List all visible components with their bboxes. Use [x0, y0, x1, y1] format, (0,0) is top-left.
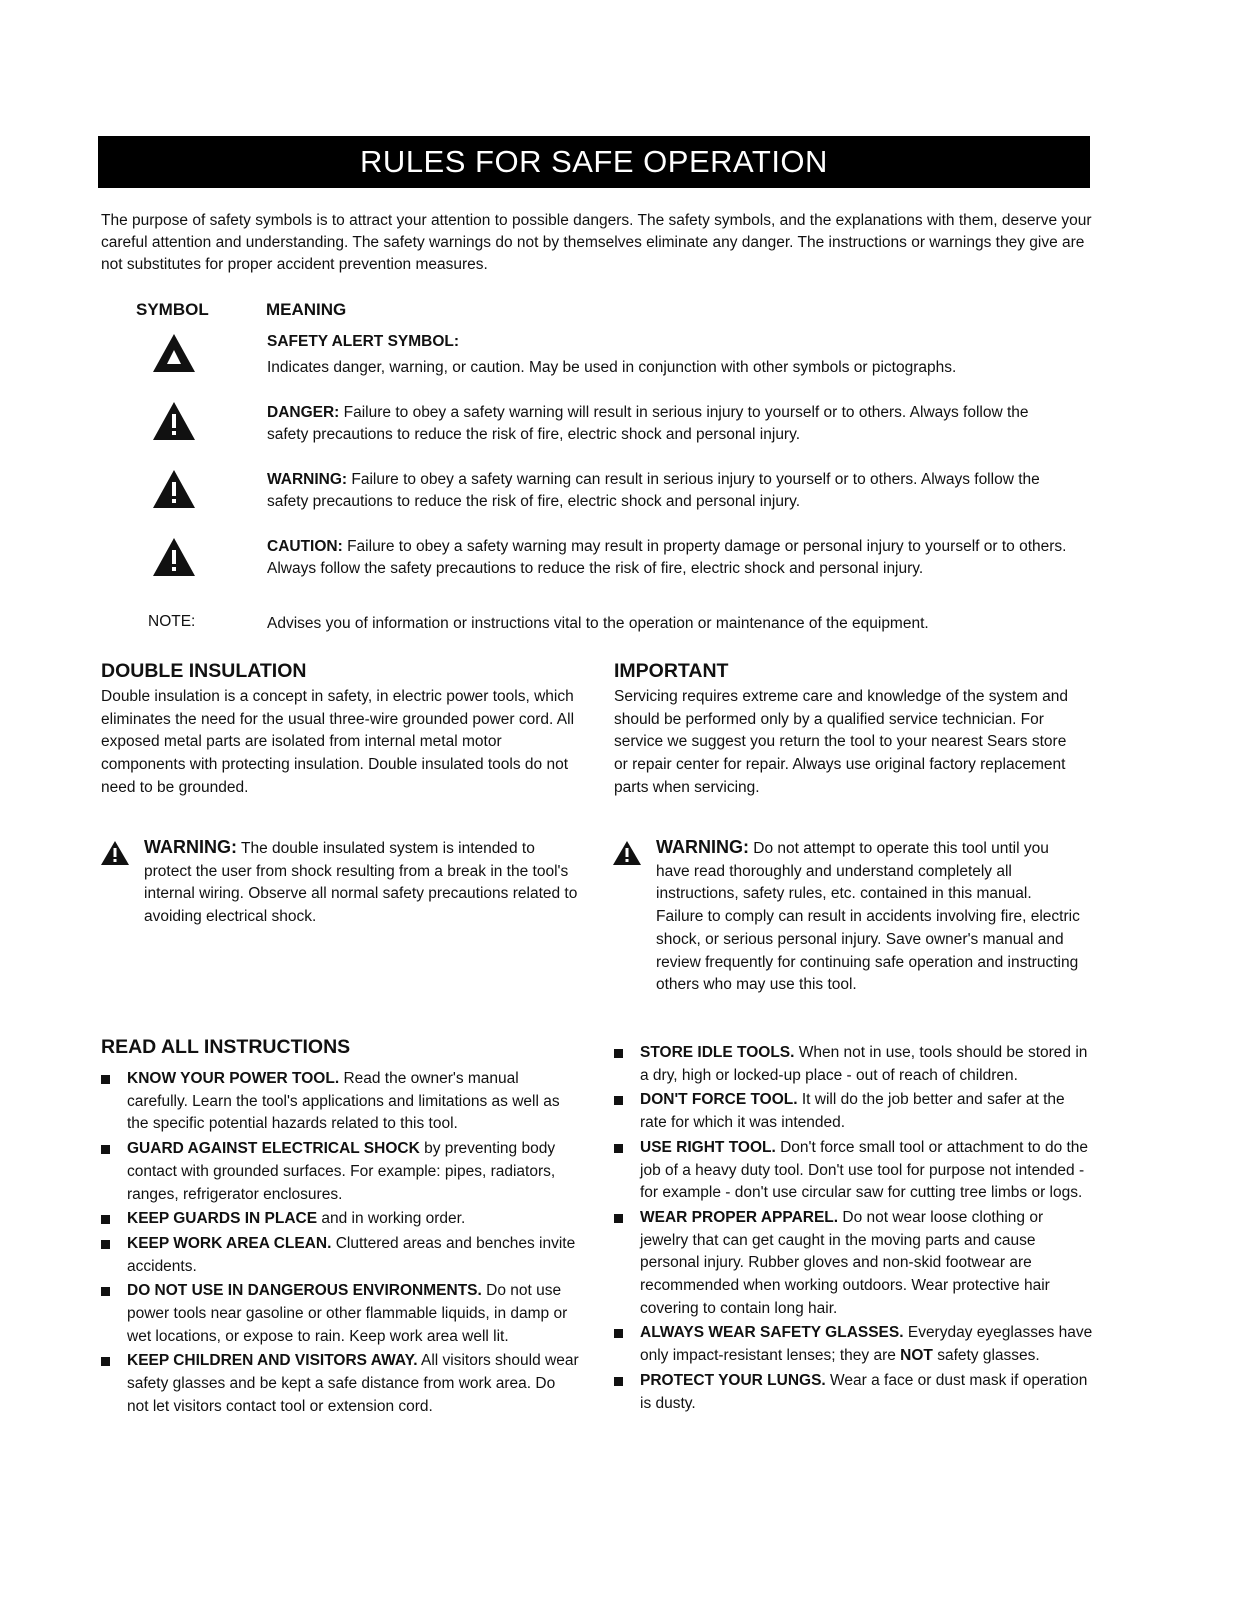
caution-label: CAUTION:	[267, 538, 343, 555]
page-title-banner: RULES FOR SAFE OPERATION	[98, 136, 1090, 188]
danger-label: DANGER:	[267, 404, 340, 421]
rule-text: All visitors should wear safety glasses and be kept a safe distance from work area. Do not let visitors contact tool or extension cord.	[127, 1352, 579, 1415]
bullet-square-icon	[101, 1240, 110, 1249]
double-insulation-heading: DOUBLE INSULATION	[101, 660, 307, 682]
warning-icon	[612, 840, 642, 866]
rule-text: Don't force small tool or attachment to do the job of a heavy duty tool. Don't use tool for purpose not intended - for example - don't use circular saw for cutting tree limbs or logs.	[640, 1138, 1089, 1202]
list-item	[101, 1280, 579, 1348]
rule-label: STORE IDLE TOOLS.	[640, 1044, 795, 1061]
list-item	[614, 1207, 1094, 1321]
warning-icon	[100, 840, 130, 866]
caution-text	[267, 536, 1067, 580]
bullet-square-icon	[614, 1049, 623, 1058]
bullet-square-icon	[614, 1377, 623, 1386]
rule-text: It will do the job better and safer at the rate for which it was intended.	[640, 1091, 1065, 1132]
list-item	[101, 1233, 579, 1278]
bullet-square-icon	[101, 1215, 110, 1224]
rule-text: and in working order.	[317, 1210, 466, 1228]
note-text: Advises you of information or instructions vital to the operation or maintenance of the equipment.	[267, 615, 929, 632]
intro-paragraph: The purpose of safety symbols is to attract your attention to possible dangers. The safety symbols, and the explanations with them, deserve your careful attention and understanding. The safety warnings do not by themselves eliminate any danger. The instructions or warnings they give are not substitutes for proper accident prevention measures.	[101, 212, 1092, 273]
bullet-square-icon	[101, 1357, 110, 1366]
warning-description: Do not attempt to operate this tool until you have read thoroughly and understand completely all instructions, safety rules, etc. contained in this manual. Failure to comply can result in accidents involving fire, electric shock, or serious personal injury. Save owner's manual and review frequently for continuing safe operation and instructing others who may use this tool.	[656, 840, 1080, 994]
rule-text: by preventing body contact with grounded surfaces. For example: pipes, radiators, ranges, refrigerator enclosures.	[127, 1140, 556, 1203]
read-all-instructions-heading: READ ALL INSTRUCTIONS	[101, 1036, 351, 1058]
rule-label: KEEP CHILDREN AND VISITORS AWAY.	[127, 1352, 418, 1370]
note-label: NOTE:	[148, 613, 196, 630]
bullet-square-icon	[101, 1287, 110, 1296]
rule-label: KNOW YOUR POWER TOOL.	[127, 1070, 340, 1087]
important-warning-text	[656, 836, 1082, 997]
rule-label: KEEP WORK AREA CLEAN.	[127, 1234, 332, 1252]
danger-text	[267, 402, 1067, 446]
meaning-column-header: MEANING	[266, 300, 347, 319]
caution-icon	[151, 536, 197, 578]
danger-description: Failure to obey a safety warning will result in serious injury to yourself or to others. Always follow the safety precautions to reduce the risk of fire, electric shock and personal injury.	[267, 404, 1029, 443]
rules-list-right	[614, 1042, 1094, 1417]
double-insulation-warning-text	[144, 836, 580, 929]
warning-label: WARNING:	[144, 837, 237, 857]
rule-label: GUARD AGAINST ELECTRICAL SHOCK	[127, 1140, 420, 1158]
rule-text: safety glasses.	[932, 1347, 1040, 1365]
rule-text: Read the owner's manual carefully. Learn the tool's applications and limitations as well as the specific potential hazards related to this tool.	[127, 1070, 560, 1133]
important-heading: IMPORTANT	[614, 660, 729, 682]
rule-label: KEEP GUARDS IN PLACE	[127, 1210, 318, 1228]
bullet-square-icon	[101, 1075, 110, 1084]
rule-label: DON'T FORCE TOOL.	[640, 1091, 798, 1109]
important-warning	[612, 836, 1082, 1020]
rule-label-emphasis: NOT	[900, 1347, 933, 1365]
list-item	[614, 1322, 1094, 1367]
list-item	[614, 1370, 1094, 1415]
danger-warning-icon	[151, 400, 197, 442]
rule-label: PROTECT YOUR LUNGS.	[640, 1371, 826, 1389]
bullet-square-icon	[101, 1145, 110, 1154]
rule-label: DO NOT USE IN DANGEROUS ENVIRONMENTS.	[127, 1282, 482, 1300]
rule-label: USE RIGHT TOOL.	[640, 1138, 776, 1156]
bullet-square-icon	[614, 1144, 623, 1153]
double-insulation-text: Double insulation is a concept in safety, in electric power tools, which eliminates the need for the usual three-wire grounded power cord. All exposed metal parts are isolated from internal metal motor components with protecting insulation. Double insulated tools do not need to be grounded.	[101, 688, 575, 796]
warning-label: WARNING:	[656, 837, 749, 857]
symbol-column-header: SYMBOL	[136, 300, 209, 319]
list-item	[101, 1138, 579, 1206]
list-item	[101, 1350, 579, 1418]
list-item	[614, 1137, 1094, 1205]
rule-text: Everyday eyeglasses have only impact-resistant lenses; they are	[640, 1324, 1093, 1365]
list-item	[101, 1208, 579, 1231]
warning-description: Failure to obey a safety warning can result in serious injury to yourself or to others. Always follow the safety precautions to reduce the risk of fire, electric shock and personal injury.	[267, 471, 1040, 510]
important-text: Servicing requires extreme care and knowledge of the system and should be performed only by a qualified service technician. For service we suggest you return the tool to your nearest Sears store or repair center for repair. Always use original factory replacement parts when servicing.	[614, 688, 1069, 796]
rule-text: Wear a face or dust mask if operation is dusty.	[640, 1371, 1088, 1412]
rules-list-left	[101, 1068, 579, 1421]
bullet-square-icon	[614, 1329, 623, 1338]
rule-label: WEAR PROPER APPAREL.	[640, 1208, 839, 1226]
rule-text: Do not use power tools near gasoline or other flammable liquids, in damp or wet locations, or expose to rain. Keep work area well lit.	[127, 1282, 568, 1345]
safety-alert-text: Indicates danger, warning, or caution. May be used in conjunction with other symbols or pictographs.	[267, 359, 957, 376]
safety-alert-title: SAFETY ALERT SYMBOL:	[267, 333, 460, 350]
rule-text: When not in use, tools should be stored in a dry, high or locked-up place - out of reach of children.	[640, 1044, 1088, 1084]
warning-icon	[151, 468, 197, 510]
rule-label: ALWAYS WEAR SAFETY GLASSES.	[640, 1324, 904, 1342]
caution-description: Failure to obey a safety warning may result in property damage or personal injury to yourself or to others. Always follow the safety precautions to reduce the risk of fire, electric shock and personal injury.	[267, 538, 1067, 577]
safety-alert-icon	[151, 332, 197, 374]
rule-text: Cluttered areas and benches invite accidents.	[127, 1234, 576, 1275]
bullet-square-icon	[614, 1096, 623, 1105]
bullet-square-icon	[614, 1214, 623, 1223]
double-insulation-warning	[100, 836, 580, 956]
warning-description: The double insulated system is intended to protect the user from shock resulting from a break in the tool's internal wiring. Observe all normal safety precautions related to avoiding electrical shock.	[144, 840, 578, 926]
rule-text: Do not wear loose clothing or jewelry that can get caught in the moving parts and cause personal injury. Rubber gloves and non-skid footwear are recommended when working outdoors. Wear protective hair covering to contain long hair.	[640, 1208, 1050, 1317]
list-item	[614, 1042, 1094, 1087]
list-item	[101, 1068, 579, 1136]
warning-label: WARNING:	[267, 471, 348, 488]
warning-text	[267, 469, 1067, 513]
list-item	[614, 1089, 1094, 1134]
